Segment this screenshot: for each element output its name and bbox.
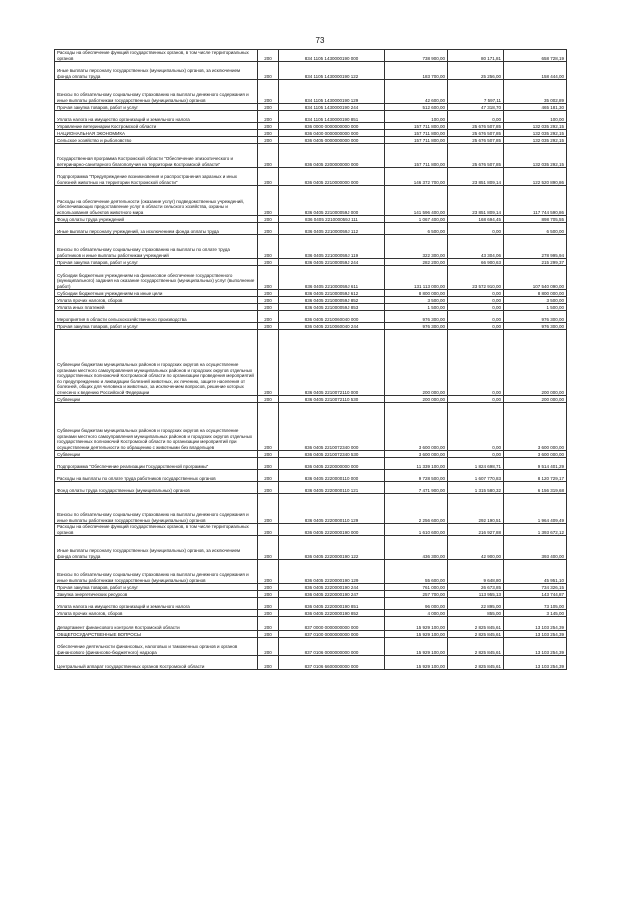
line-code: 200 [258, 323, 279, 330]
row-name: Обеспечение деятельности финансовых, налоговых и таможенных органов и органов финансового (финансово-бюджетного) надзора [55, 638, 258, 656]
row-name: Иные выплаты персоналу учреждений, за исключением фонда оплаты труда [55, 223, 258, 235]
budget-code: 836 0405 221000059J 111 [279, 216, 385, 223]
approved-amount: 8 800 000,00 [385, 290, 448, 297]
executed-amount: 47 318,70 [448, 104, 504, 111]
budget-code: 834 1105 1430000190 851 [279, 111, 385, 123]
table-row [55, 330, 567, 396]
approved-amount: 322 300,00 [385, 235, 448, 259]
table-row [55, 591, 567, 598]
row-name: Уплата налога на имущество организаций и земельного налога [55, 111, 258, 123]
line-code: 200 [258, 297, 279, 304]
executed-amount: 0,00 [448, 451, 504, 458]
approved-amount: 15 929 100,00 [385, 638, 448, 656]
unexecuted-amount: 200 000,00 [504, 330, 567, 396]
row-name: НАЦИОНАЛЬНАЯ ЭКОНОМИКА [55, 130, 258, 137]
line-code: 200 [258, 266, 279, 290]
row-name: Прочая закупка товаров, работ и услуг [55, 104, 258, 111]
line-code: 200 [258, 560, 279, 584]
row-name: Взносы по обязательному социальному страхованию на выплаты денежного содержания и иные выплаты работникам государственных (муниципальных) органов [55, 80, 258, 104]
line-code: 200 [258, 259, 279, 266]
table-row [55, 403, 567, 451]
line-code: 200 [258, 451, 279, 458]
table-row [55, 610, 567, 617]
table-row [55, 144, 567, 168]
table-row [55, 235, 567, 259]
line-code: 200 [258, 396, 279, 403]
executed-amount: 2 825 845,61 [448, 617, 504, 631]
approved-amount: 1 610 600,00 [385, 524, 448, 536]
row-name: Субсидии бюджетным учреждениям на финансовое обеспечение государственного (муниципального) задания на оказание государственных (муниципальных) услуг (выполнение работ) [55, 266, 258, 290]
executed-amount: 0,00 [448, 403, 504, 451]
table-row [55, 323, 567, 330]
unexecuted-amount: 73 105,00 [504, 598, 567, 610]
approved-amount: 436 300,00 [385, 536, 448, 560]
row-name: Департамент финансового контроля Костромской области [55, 617, 258, 631]
unexecuted-amount: 898 705,55 [504, 216, 567, 223]
approved-amount: 6 500,00 [385, 223, 448, 235]
unexecuted-amount: 976 300,00 [504, 311, 567, 323]
line-code: 200 [258, 123, 279, 130]
executed-amount: 0,00 [448, 290, 504, 297]
budget-table-body [55, 50, 567, 670]
unexecuted-amount: 3 600 000,00 [504, 403, 567, 451]
table-row [55, 536, 567, 560]
line-code: 200 [258, 591, 279, 598]
table-row [55, 560, 567, 584]
table-row [55, 123, 567, 130]
executed-amount: 0,00 [448, 304, 504, 311]
budget-code: 836 0405 2210072110 530 [279, 396, 385, 403]
unexecuted-amount: 158 444,00 [504, 62, 567, 80]
approved-amount: 96 000,00 [385, 598, 448, 610]
approved-amount: 100,00 [385, 111, 448, 123]
table-row [55, 524, 567, 536]
approved-amount: 15 929 100,00 [385, 656, 448, 670]
approved-amount: 3 600 000,00 [385, 403, 448, 451]
approved-amount: 42 600,00 [385, 80, 448, 104]
executed-amount: 0,00 [448, 297, 504, 304]
line-code: 200 [258, 130, 279, 137]
budget-code: 836 0405 221000059J 853 [279, 304, 385, 311]
row-name: Субвенции [55, 451, 258, 458]
executed-amount: 1 824 698,71 [448, 458, 504, 470]
line-code: 200 [258, 524, 279, 536]
approved-amount: 282 200,00 [385, 259, 448, 266]
approved-amount: 157 711 800,00 [385, 137, 448, 144]
line-code: 200 [258, 137, 279, 144]
budget-code: 836 0405 2210060040 244 [279, 323, 385, 330]
row-name: Субсидии бюджетным учреждениям на иные цели [55, 290, 258, 297]
executed-amount: 0,00 [448, 223, 504, 235]
line-code: 200 [258, 186, 279, 216]
unexecuted-amount: 143 744,87 [504, 591, 567, 598]
approved-amount: 4 000,00 [385, 610, 448, 617]
table-row [55, 259, 567, 266]
line-code: 200 [258, 216, 279, 223]
table-row [55, 617, 567, 631]
budget-code: 836 0405 2220000110 000 [279, 470, 385, 482]
budget-code: 834 1105 1430000190 244 [279, 104, 385, 111]
budget-code: 836 0405 2220000190 244 [279, 584, 385, 591]
row-name: Фонд оплаты труда государственных (муниципальных) органов [55, 482, 258, 494]
row-name: Уплата прочих налогов, сборов [55, 610, 258, 617]
approved-amount: 157 711 800,00 [385, 144, 448, 168]
line-code: 200 [258, 311, 279, 323]
row-name: Управление ветеринарии Костромской области [55, 123, 258, 130]
approved-amount: 7 471 900,00 [385, 482, 448, 494]
budget-code: 836 0405 2220000190 129 [279, 560, 385, 584]
approved-amount: 1 500,00 [385, 304, 448, 311]
table-row [55, 50, 567, 62]
executed-amount: 0,00 [448, 111, 504, 123]
line-code: 200 [258, 482, 279, 494]
budget-code: 834 1105 1430000190 122 [279, 62, 385, 80]
line-code: 200 [258, 610, 279, 617]
row-name: Уплата иных платежей [55, 304, 258, 311]
budget-code: 834 1105 1430000190 129 [279, 80, 385, 104]
executed-amount: 23 851 809,14 [448, 186, 504, 216]
table-row [55, 290, 567, 297]
unexecuted-amount: 132 035 292,15 [504, 123, 567, 130]
unexecuted-amount: 3 600 000,00 [504, 451, 567, 458]
row-name: Прочая закупка товаров, работ и услуг [55, 323, 258, 330]
budget-code: 836 0405 2200000000 000 [279, 144, 385, 168]
row-name: Субвенции бюджетам муниципальных районов и городских округов на осуществление органами местного самоуправления муниципальных районов и городских округов отдельных государственных полномочий Костромской области по организации мероприятий при осуществлении деятельности по обращению с животными без владельцев [55, 403, 258, 451]
row-name: Уплата прочих налогов, сборов [55, 297, 258, 304]
table-row [55, 304, 567, 311]
approved-amount: 15 929 100,00 [385, 617, 448, 631]
row-name: Сельское хозяйство и рыболовство [55, 137, 258, 144]
row-name: Взносы по обязательному социальному страхованию на выплаты денежного содержания и иные выплаты работникам государственных (муниципальных) органов [55, 494, 258, 524]
unexecuted-amount: 278 995,94 [504, 235, 567, 259]
table-row [55, 186, 567, 216]
approved-amount: 55 600,00 [385, 560, 448, 584]
executed-amount: 25 676 507,85 [448, 123, 504, 130]
executed-amount: 80 171,81 [448, 50, 504, 62]
executed-amount: 25 256,00 [448, 62, 504, 80]
executed-amount: 0,00 [448, 311, 504, 323]
approved-amount: 257 700,00 [385, 591, 448, 598]
row-name: Субвенции бюджетам муниципальных районов и городских округов на осуществление органами местного самоуправления муниципальных районов и городских округов отдельных государственных полномочий Костромской области по организации проведения мероприятий по предупреждению и ликвидации болезней животных, их лечению, защите населения от болезней, общих для человека и животных, за исключением вопросов, решение которых отнесено к ведению Российской Федерации [55, 330, 258, 396]
unexecuted-amount: 1 393 672,12 [504, 524, 567, 536]
table-row [55, 297, 567, 304]
unexecuted-amount: 3 500,00 [504, 297, 567, 304]
table-row [55, 584, 567, 591]
budget-code: 836 0405 221000059J 852 [279, 297, 385, 304]
budget-code: 836 0400 0000000000 000 [279, 130, 385, 137]
table-row [55, 482, 567, 494]
approved-amount: 183 700,00 [385, 62, 448, 80]
executed-amount: 292 190,51 [448, 494, 504, 524]
row-name: Расходы на обеспечение функций государственных органов, в том числе территориальных органов [55, 524, 258, 536]
row-name: Центральный аппарат государственных органов Костромской области [55, 656, 258, 670]
table-row [55, 223, 567, 235]
row-name: Субвенции [55, 396, 258, 403]
executed-amount: 2 825 845,61 [448, 656, 504, 670]
line-code: 200 [258, 631, 279, 638]
executed-amount: 0,00 [448, 323, 504, 330]
unexecuted-amount: 35 002,89 [504, 80, 567, 104]
unexecuted-amount: 8 120 729,17 [504, 470, 567, 482]
line-code: 200 [258, 223, 279, 235]
budget-code: 836 0405 2220000190 122 [279, 536, 385, 560]
line-code: 200 [258, 168, 279, 186]
unexecuted-amount: 107 540 090,00 [504, 266, 567, 290]
unexecuted-amount: 13 103 254,39 [504, 638, 567, 656]
budget-code: 836 0405 2220000110 121 [279, 482, 385, 494]
budget-code: 836 0405 2220000190 000 [279, 524, 385, 536]
executed-amount: 25 676 507,85 [448, 144, 504, 168]
unexecuted-amount: 122 520 890,86 [504, 168, 567, 186]
approved-amount: 3 600 000,00 [385, 451, 448, 458]
table-row [55, 311, 567, 323]
row-name: Государственная программа Костромской области "Обеспечение эпизоотического и ветеринарно-санитарного благополучия на территории Костромской области" [55, 144, 258, 168]
unexecuted-amount: 132 035 292,15 [504, 137, 567, 144]
executed-amount: 1 607 770,83 [448, 470, 504, 482]
approved-amount: 11 339 100,00 [385, 458, 448, 470]
unexecuted-amount: 976 300,00 [504, 323, 567, 330]
budget-code: 836 0405 2220000000 000 [279, 458, 385, 470]
row-name: Иные выплаты персоналу государственных (муниципальных) органов, за исключением фонда оплаты труда [55, 62, 258, 80]
table-row [55, 80, 567, 104]
executed-amount: 22 895,00 [448, 598, 504, 610]
table-row [55, 130, 567, 137]
row-name: Взносы по обязательному социальному страхованию на выплаты по оплате труда работников и иные выплаты работникам учреждений [55, 235, 258, 259]
table-row [55, 62, 567, 80]
unexecuted-amount: 6 500,00 [504, 223, 567, 235]
approved-amount: 146 372 700,00 [385, 168, 448, 186]
approved-amount: 200 000,00 [385, 330, 448, 396]
table-row [55, 656, 567, 670]
unexecuted-amount: 1 500,00 [504, 304, 567, 311]
row-name: Иные выплаты персоналу государственных (муниципальных) органов, за исключением фонда оплаты труда [55, 536, 258, 560]
executed-amount: 23 572 910,00 [448, 266, 504, 290]
table-row [55, 470, 567, 482]
unexecuted-amount: 117 744 590,86 [504, 186, 567, 216]
line-code: 200 [258, 584, 279, 591]
approved-amount: 976 300,00 [385, 311, 448, 323]
line-code: 200 [258, 235, 279, 259]
unexecuted-amount: 45 951,10 [504, 560, 567, 584]
budget-code: 836 0405 221000059J 112 [279, 223, 385, 235]
budget-code: 836 0405 2220000110 129 [279, 494, 385, 524]
approved-amount: 157 711 800,00 [385, 130, 448, 137]
budget-code: 836 0405 2220000190 852 [279, 610, 385, 617]
approved-amount: 1 067 400,00 [385, 216, 448, 223]
row-name: Мероприятия в области сельскохозяйственного производства [55, 311, 258, 323]
approved-amount: 157 711 800,00 [385, 123, 448, 130]
unexecuted-amount: 658 728,19 [504, 50, 567, 62]
budget-code: 837 0000 0000000000 000 [279, 617, 385, 631]
table-row [55, 458, 567, 470]
budget-code: 836 0405 221000059J 611 [279, 266, 385, 290]
unexecuted-amount: 132 035 292,15 [504, 144, 567, 168]
unexecuted-amount: 100,00 [504, 111, 567, 123]
budget-code: 836 0405 221000059J 119 [279, 235, 385, 259]
executed-amount: 25 676 507,85 [448, 137, 504, 144]
executed-amount: 2 825 845,61 [448, 638, 504, 656]
approved-amount: 738 900,00 [385, 50, 448, 62]
executed-amount: 216 927,88 [448, 524, 504, 536]
executed-amount: 0,00 [448, 396, 504, 403]
unexecuted-amount: 6 156 319,68 [504, 482, 567, 494]
budget-code: 836 0405 2220000190 851 [279, 598, 385, 610]
approved-amount: 2 256 600,00 [385, 494, 448, 524]
executed-amount: 23 851 809,14 [448, 168, 504, 186]
line-code: 200 [258, 656, 279, 670]
approved-amount: 131 113 000,00 [385, 266, 448, 290]
budget-code: 837 0106 0000000000 000 [279, 638, 385, 656]
unexecuted-amount: 132 035 292,15 [504, 130, 567, 137]
budget-code: 836 0405 0000000000 000 [279, 137, 385, 144]
line-code: 200 [258, 144, 279, 168]
line-code: 200 [258, 638, 279, 656]
executed-amount: 168 694,45 [448, 216, 504, 223]
executed-amount: 9 648,80 [448, 560, 504, 584]
executed-amount: 113 955,13 [448, 591, 504, 598]
budget-code: 836 0405 221000059J 612 [279, 290, 385, 297]
budget-code: 836 0405 2210072340 530 [279, 451, 385, 458]
table-row [55, 598, 567, 610]
unexecuted-amount: 3 145,00 [504, 610, 567, 617]
budget-code: 836 0405 221000059J 244 [279, 259, 385, 266]
row-name: Расходы на обеспечение деятельности (оказание услуг) подведомственных учреждений, обеспечивающих предоставление услуг в области сельского хозяйства, охраны и использования объектов животного мира [55, 186, 258, 216]
row-name: Прочая закупка товаров, работ и услуг [55, 584, 258, 591]
row-name: Расходы на выплаты по оплате труда работников государственных органов [55, 470, 258, 482]
unexecuted-amount: 8 800 000,00 [504, 290, 567, 297]
line-code: 200 [258, 458, 279, 470]
budget-table [54, 49, 567, 670]
executed-amount: 0,00 [448, 330, 504, 396]
line-code: 200 [258, 494, 279, 524]
approved-amount: 761 000,00 [385, 584, 448, 591]
unexecuted-amount: 734 326,15 [504, 584, 567, 591]
line-code: 200 [258, 304, 279, 311]
row-name: ОБЩЕГОСУДАРСТВЕННЫЕ ВОПРОСЫ [55, 631, 258, 638]
approved-amount: 976 300,00 [385, 323, 448, 330]
row-name: Закупка энергетических ресурсов [55, 591, 258, 598]
approved-amount: 3 500,00 [385, 297, 448, 304]
line-code: 200 [258, 598, 279, 610]
line-code: 200 [258, 50, 279, 62]
row-name: Фонд оплаты труда учреждений [55, 216, 258, 223]
budget-code: 836 0405 2210000000 000 [279, 168, 385, 186]
unexecuted-amount: 465 181,30 [504, 104, 567, 111]
row-name: Расходы на обеспечение функций государственных органов, в том числе территориальных органов [55, 50, 258, 62]
budget-code: 834 1105 1430000190 000 [279, 50, 385, 62]
executed-amount: 43 304,06 [448, 235, 504, 259]
line-code: 200 [258, 80, 279, 104]
executed-amount: 2 825 845,61 [448, 631, 504, 638]
line-code: 200 [258, 111, 279, 123]
table-row [55, 638, 567, 656]
approved-amount: 15 929 100,00 [385, 631, 448, 638]
executed-amount: 25 676 507,85 [448, 130, 504, 137]
unexecuted-amount: 9 514 401,29 [504, 458, 567, 470]
executed-amount: 855,00 [448, 610, 504, 617]
budget-code: 836 0405 2210072110 000 [279, 330, 385, 396]
line-code: 200 [258, 617, 279, 631]
unexecuted-amount: 13 103 254,39 [504, 631, 567, 638]
line-code: 200 [258, 536, 279, 560]
budget-code: 836 0405 221000059J 000 [279, 186, 385, 216]
unexecuted-amount: 13 103 254,39 [504, 617, 567, 631]
approved-amount: 512 600,00 [385, 104, 448, 111]
executed-amount: 42 900,00 [448, 536, 504, 560]
table-row [55, 494, 567, 524]
page-number: 73 [315, 36, 325, 45]
budget-code: 836 0405 2220000190 247 [279, 591, 385, 598]
row-name: Подпрограмма "Обеспечение реализации Государственной программы" [55, 458, 258, 470]
executed-amount: 7 597,11 [448, 80, 504, 104]
budget-code: 836 0000 0000000000 000 [279, 123, 385, 130]
table-row [55, 104, 567, 111]
budget-code: 837 0106 6600000000 000 [279, 656, 385, 670]
table-row [55, 137, 567, 144]
table-row [55, 396, 567, 403]
table-row [55, 266, 567, 290]
approved-amount: 9 728 500,00 [385, 470, 448, 482]
unexecuted-amount: 1 964 409,49 [504, 494, 567, 524]
row-name: Взносы по обязательному социальному страхованию на выплаты денежного содержания и иные выплаты работникам государственных (муниципальных) органов [55, 560, 258, 584]
row-name: Подпрограмма "Предупреждение возникновения и распространения заразных и иных болезней животных на территории Костромской области" [55, 168, 258, 186]
row-name: Прочая закупка товаров, работ и услуг [55, 259, 258, 266]
line-code: 200 [258, 62, 279, 80]
line-code: 200 [258, 104, 279, 111]
executed-amount: 1 315 580,32 [448, 482, 504, 494]
executed-amount: 26 673,85 [448, 584, 504, 591]
table-row [55, 216, 567, 223]
table-row [55, 111, 567, 123]
line-code: 200 [258, 470, 279, 482]
executed-amount: 66 900,63 [448, 259, 504, 266]
unexecuted-amount: 13 103 254,39 [504, 656, 567, 670]
line-code: 200 [258, 403, 279, 451]
budget-code: 837 0100 0000000000 000 [279, 631, 385, 638]
budget-code: 836 0405 2210072340 000 [279, 403, 385, 451]
table-row [55, 168, 567, 186]
approved-amount: 200 000,00 [385, 396, 448, 403]
unexecuted-amount: 200 000,00 [504, 396, 567, 403]
approved-amount: 141 596 400,00 [385, 186, 448, 216]
row-name: Уплата налога на имущество организаций и земельного налога [55, 598, 258, 610]
unexecuted-amount: 393 400,00 [504, 536, 567, 560]
unexecuted-amount: 215 299,37 [504, 259, 567, 266]
table-row [55, 631, 567, 638]
line-code: 200 [258, 330, 279, 396]
line-code: 200 [258, 290, 279, 297]
budget-code: 836 0405 2210060040 000 [279, 311, 385, 323]
table-row [55, 451, 567, 458]
